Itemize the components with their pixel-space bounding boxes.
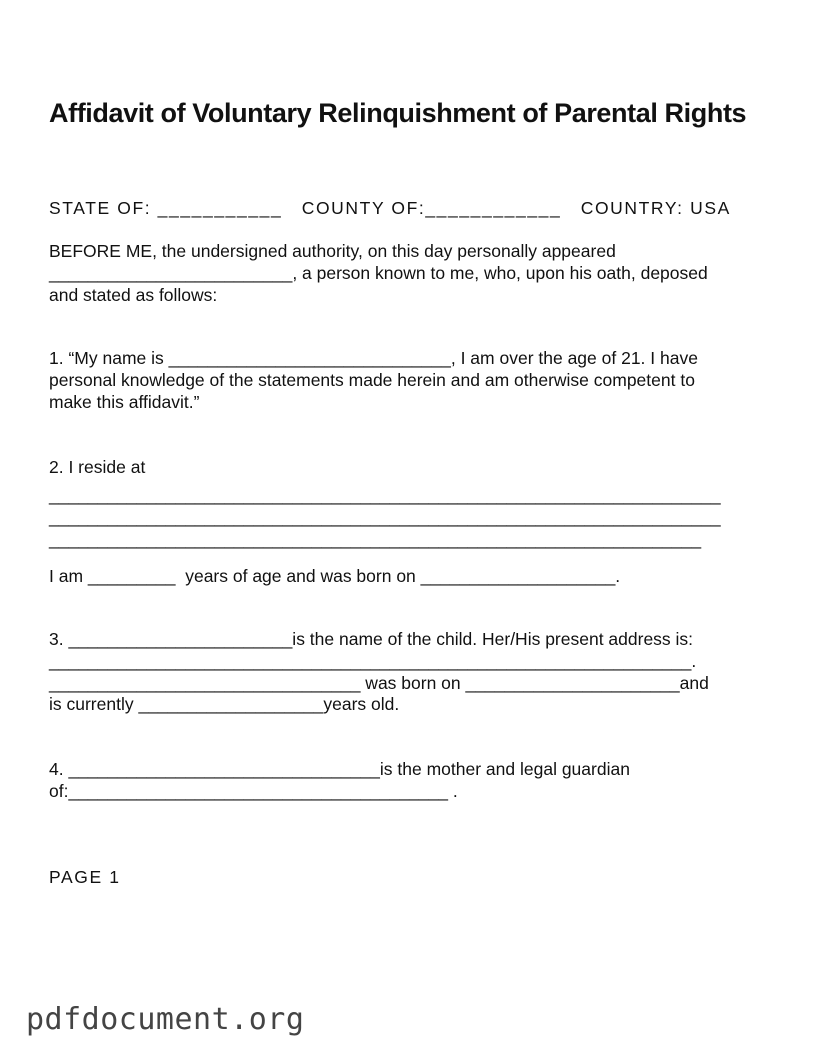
para2-line-2: _____________________________________________________________________ bbox=[49, 485, 721, 505]
watermark-text: pdfdocument.org bbox=[26, 1002, 305, 1037]
para2-line-4: ___________________________________________________________________ bbox=[49, 529, 702, 549]
document-title: Affidavit of Voluntary Relinquishment of Parental Rights bbox=[49, 98, 747, 128]
para3-line-1: 3. _______________________is the name of the child. Her/His present address is: bbox=[49, 629, 694, 649]
para4-line-2: of:_______________________________________ . bbox=[49, 781, 458, 801]
before-me-line-3: and stated as follows: bbox=[49, 285, 218, 305]
para1-line-1: 1. “My name is _____________________________, I am over the age of 21. I have bbox=[49, 348, 698, 368]
para3-line-3: ________________________________ was born on ______________________and bbox=[49, 673, 709, 693]
before-me-line-1: BEFORE ME, the undersigned authority, on this day personally appeared bbox=[49, 241, 616, 261]
para1-line-3: make this affidavit.” bbox=[49, 392, 200, 412]
page-number: PAGE 1 bbox=[49, 867, 121, 887]
age-birth-line: I am _________ years of age and was born on ____________________. bbox=[49, 566, 621, 586]
jurisdiction-line: STATE OF: ___________ COUNTY OF:____________ COUNTRY: USA bbox=[49, 198, 731, 218]
para3-line-4: is currently ___________________years old. bbox=[49, 694, 400, 714]
para2-line-3: _____________________________________________________________________ bbox=[49, 507, 721, 527]
before-me-line-2: _________________________, a person known to me, who, upon his oath, deposed bbox=[49, 263, 708, 283]
para2-line-1: 2. I reside at bbox=[49, 457, 146, 477]
para1-line-2: personal knowledge of the statements made herein and am otherwise competent to bbox=[49, 370, 695, 390]
para4-line-1: 4. ________________________________is the mother and legal guardian bbox=[49, 759, 630, 779]
para3-line-2: __________________________________________________________________. bbox=[49, 651, 697, 671]
